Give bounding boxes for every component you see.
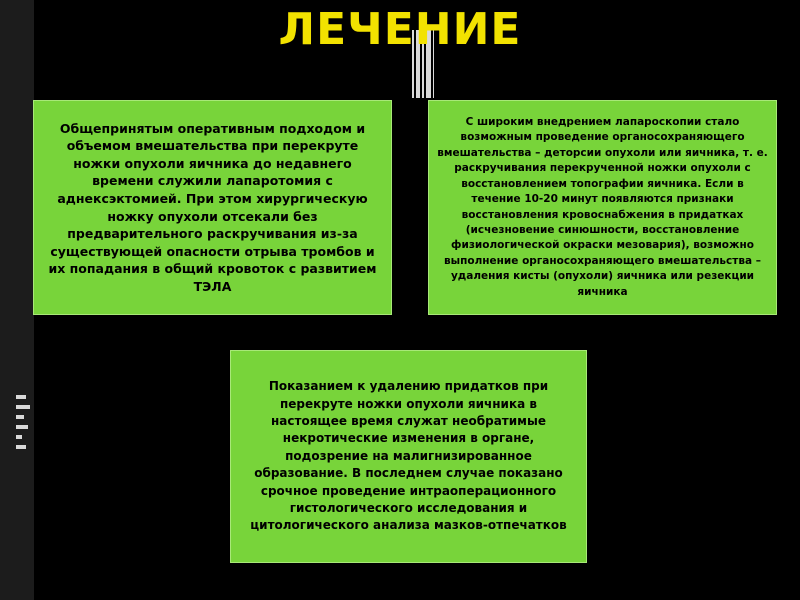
text-box-right — [428, 100, 777, 315]
side-decorative-marks — [16, 395, 30, 451]
text-box-bottom — [230, 350, 587, 563]
text-box-right-content: С широким внедрением лапароскопии стало возможным проведение органосохраняющего вмешательства – деторсии опухоли или яичника, т. е. раскручивания перекрученной ножки опухоли с восстановлением топографии яичника. Если в течение 10-20 минут появляются признаки восстановления кровоснабжения в придатках (исчезновение синюшности, восстановление физиологической окраски мезовария), возможно выполнение органосохраняющего вмешательства – удаления кисты (опухоли) яичника или резекции яичника — [437, 116, 768, 298]
text-box-left — [33, 100, 392, 315]
slide-title: ЛЕЧЕНИЕ — [278, 4, 522, 55]
left-decorative-band — [0, 0, 34, 600]
text-box-left-content: Общепринятым оперативным подходом и объемом вмешательства при перекруте ножки опухоли яичника до недавнего времени служили лапаротомия с аднексэктомией. При этом хирургическую ножку опухоли отсекали без предварительного раскручивания из-за существующей опасности отрыва тромбов и их попадания в общий кровоток с развитием ТЭЛА — [48, 120, 377, 294]
text-box-bottom-content: Показанием к удалению придатков при перекруте ножки опухоли яичника в настоящее время служат необратимые некротические изменения в органе, подозрение на малигнизированное образование. В последнем случае показано срочное проведение интраоперационного гистологического исследования и цитологического анализа мазков-отпечатков — [250, 379, 567, 533]
